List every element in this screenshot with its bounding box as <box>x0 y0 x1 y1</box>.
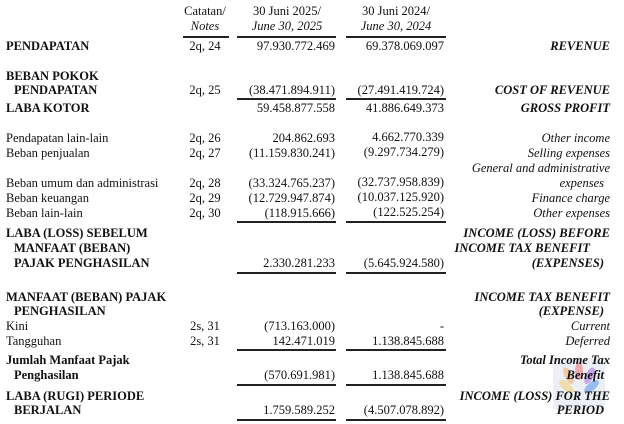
ga-2024: (32.737.958.839) <box>357 175 444 189</box>
deferred-2024: 1.138.845.688 <box>372 334 444 348</box>
other-exp-label-en: Other expenses <box>533 206 610 220</box>
cost-2024: (27.491.419.724) <box>357 83 444 97</box>
revenue-2025: 97.930.772.469 <box>256 39 335 53</box>
total-tax-label-2: Penghasilan <box>14 368 79 382</box>
cost-note: 2q, 25 <box>189 83 221 97</box>
ga-label-en-2: expenses <box>559 176 604 190</box>
notes-header: Catatan/ <box>184 4 226 18</box>
cost-label-2: PENDAPATAN <box>14 83 98 97</box>
deferred-label: Tangguhan <box>6 334 62 348</box>
header-rule <box>183 36 229 38</box>
pretax-label-3: PAJAK PENGHASILAN <box>14 256 150 270</box>
total-rule <box>346 419 446 421</box>
gross-label-en: GROSS PROFIT <box>520 101 610 115</box>
header-rule <box>346 36 446 38</box>
current-label-en: Current <box>570 319 610 333</box>
pretax-2025: 2.330.281.233 <box>263 256 335 270</box>
pretax-label-en-2: INCOME TAX BENEFIT <box>454 241 590 255</box>
gross-label: LABA KOTOR <box>6 101 90 115</box>
gross-2025: 59.458.877.558 <box>256 101 335 115</box>
cost-label-en: COST OF REVENUE <box>494 83 610 97</box>
col2-header: 30 Juni 2024/ <box>361 4 431 18</box>
current-note: 2s, 31 <box>190 319 220 333</box>
tax-label: MANFAAT (BEBAN) PAJAK <box>6 290 167 304</box>
finance-note: 2q, 29 <box>189 191 221 205</box>
selling-note: 2q, 27 <box>189 146 221 160</box>
subtotal-rule <box>346 384 446 386</box>
current-2025: (713.163.000) <box>264 319 335 333</box>
gross-2024: 41.886.649.373 <box>365 101 444 115</box>
other-exp-2025: (118.915.666) <box>264 206 335 220</box>
subtotal-rule <box>237 384 336 386</box>
subtotal-rule <box>237 98 336 100</box>
tax-label-2: PENGHASILAN <box>14 304 106 318</box>
net-label-en: INCOME (LOSS) FOR THE <box>459 389 610 403</box>
pretax-label-en-3: (EXPENSES) <box>531 256 604 270</box>
col1-header: 30 Juni 2025/ <box>252 4 322 18</box>
finance-label-en: Finance charge <box>531 191 610 205</box>
revenue-2024: 69.378.069.097 <box>365 39 444 53</box>
cost-2025: (38.471.894.911) <box>249 83 335 97</box>
subtotal-rule <box>346 272 446 274</box>
subtotal-rule <box>237 272 336 274</box>
col2-header-en: June 30, 2024 <box>360 19 432 33</box>
header-rule <box>237 36 336 38</box>
selling-label-en: Selling expenses <box>527 146 610 160</box>
subtotal-rule <box>346 98 446 100</box>
ga-note: 2q, 28 <box>189 176 221 190</box>
other-exp-note: 2q, 30 <box>189 206 221 220</box>
tax-label-en-2: (EXPENSE) <box>538 304 604 318</box>
other-income-2025: 204.862.693 <box>272 131 335 145</box>
pretax-2024: (5.645.924.580) <box>363 256 444 270</box>
other-income-2024: 4.662.770.339 <box>372 130 444 144</box>
notes-header-en: Notes <box>190 19 220 33</box>
net-label-2: BERJALAN <box>14 403 82 417</box>
finance-2025: (12.729.947.874) <box>248 191 335 205</box>
current-2024: - <box>439 319 444 333</box>
revenue-label-en: REVENUE <box>550 39 610 53</box>
cost-label: BEBAN POKOK <box>6 69 99 83</box>
ga-2025: (33.324.765.237) <box>248 176 335 190</box>
net-label-en-2: PERIOD <box>556 403 604 417</box>
ga-label: Beban umum dan administrasi <box>6 176 159 190</box>
deferred-2025: 142.471.019 <box>272 334 335 348</box>
total-tax-2025: (570.691.981) <box>264 368 335 382</box>
selling-2024: (9.297.734.279) <box>363 145 444 159</box>
subtotal-rule <box>237 349 336 351</box>
revenue-note: 2q, 24 <box>189 39 221 53</box>
other-income-label: Pendapatan lain-lain <box>6 131 109 145</box>
total-tax-label-en-2: Benefit <box>566 368 604 382</box>
pretax-label-en: INCOME (LOSS) BEFORE <box>463 226 610 240</box>
total-tax-label-en: Total Income Tax <box>519 353 610 367</box>
net-2024: (4.507.078.892) <box>363 403 444 417</box>
other-income-note: 2q, 26 <box>189 131 221 145</box>
other-exp-2024: (122.525.254) <box>373 205 444 219</box>
pretax-label-2: MANFAAT (BEBAN) <box>14 241 131 255</box>
deferred-note: 2s, 31 <box>190 334 220 348</box>
total-tax-2024: 1.138.845.688 <box>372 368 444 382</box>
selling-2025: (11.159.830.241) <box>249 146 335 160</box>
deferred-label-en: Deferred <box>565 334 610 348</box>
total-tax-label: Jumlah Manfaat Pajak <box>6 353 130 367</box>
selling-label: Beban penjualan <box>6 146 90 160</box>
net-2025: 1.759.589.252 <box>263 403 335 417</box>
tax-label-en: INCOME TAX BENEFIT <box>474 290 610 304</box>
current-label: Kini <box>6 319 29 333</box>
ga-label-en: General and administrative <box>471 161 610 175</box>
subtotal-rule <box>237 221 336 223</box>
subtotal-rule <box>346 349 446 351</box>
net-label: LABA (RUGI) PERIODE <box>6 389 145 403</box>
revenue-label: PENDAPATAN <box>6 39 90 53</box>
other-income-label-en: Other income <box>541 131 610 145</box>
finance-label: Beban keuangan <box>6 191 89 205</box>
col1-header-en: June 30, 2025 <box>251 19 323 33</box>
finance-2024: (10.037.125.920) <box>357 190 444 204</box>
pretax-label: LABA (LOSS) SEBELUM <box>6 226 148 240</box>
other-exp-label: Beban lain-lain <box>6 206 83 220</box>
total-rule <box>237 419 336 421</box>
subtotal-rule <box>346 221 446 223</box>
